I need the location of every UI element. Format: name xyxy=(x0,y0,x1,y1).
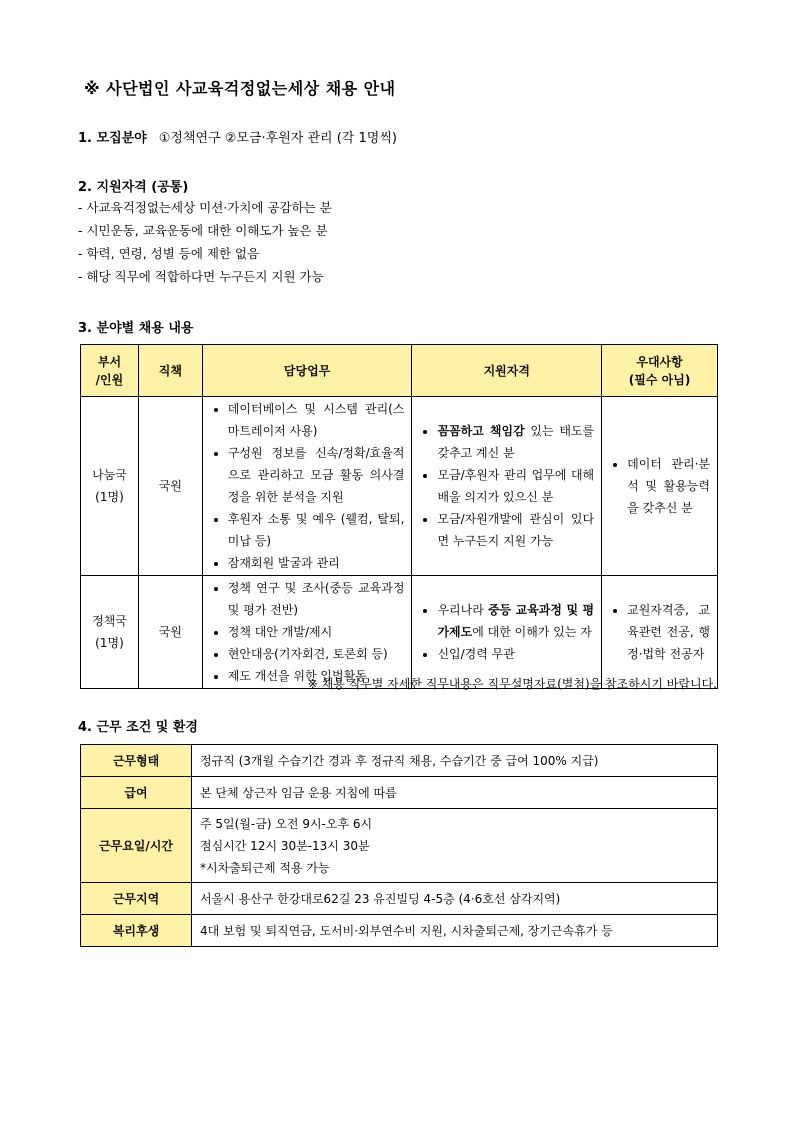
list-item: - 사교육걱정없는세상 미션·가치에 공감하는 분 xyxy=(78,200,332,215)
table-row xyxy=(81,745,718,777)
table-row xyxy=(81,397,718,576)
row-value: 4대 보험 및 퇴직연금, 도서비·외부연수비 지원, 시차출퇴근제, 장기근속휴가 등 xyxy=(192,915,718,947)
col-duties: 담당업무 xyxy=(202,345,412,397)
col-dept: 부서 /인원 xyxy=(81,345,139,397)
list-item: • 잠재회원 발굴과 관리 xyxy=(228,552,405,574)
dept-cell: 정책국 (1명) xyxy=(81,576,139,689)
section4-heading: 4. 근무 조건 및 환경 xyxy=(78,720,198,735)
table-header-row xyxy=(81,345,718,397)
col-quals: 지원자격 xyxy=(412,345,602,397)
page-title: ※ 사단법인 사교육걱정없는세상 채용 안내 xyxy=(84,79,396,98)
list-item: • 데이터 관리·분석 및 활용능력을 갖추신 분 xyxy=(627,453,710,519)
row-value: 서울시 용산구 한강대로62길 23 유진빌딩 4-5층 (4·6호선 삼각지역) xyxy=(192,883,718,915)
table-row xyxy=(81,883,718,915)
row-label: 근무요일/시간 xyxy=(81,809,192,883)
list-item: • 신입/경력 무관 xyxy=(437,643,594,665)
list-item: • 꼼꼼하고 책임감 있는 태도를 갖추고 계신 분 xyxy=(437,420,594,464)
prefs-cell xyxy=(602,576,718,689)
position-cell: 국원 xyxy=(138,576,202,689)
table-row xyxy=(81,576,718,689)
list-item: • 후원자 소통 및 예우 (웰컴, 탈퇴, 미납 등) xyxy=(228,508,405,552)
row-label: 근무지역 xyxy=(81,883,192,915)
row-value: 주 5일(월-금) 오전 9시-오후 6시 점심시간 12시 30분-13시 30분 *시차출퇴근제 적용 가능 xyxy=(192,809,718,883)
list-item: • 제도 개선을 위한 입법활동 xyxy=(228,665,405,687)
list-item: • 정책 연구 및 조사(중등 교육과정 및 평가 전반) xyxy=(228,577,405,621)
conditions-table xyxy=(80,744,718,947)
list-item: • 교원자격증, 교육관련 전공, 행정·법학 전공자 xyxy=(627,599,710,665)
section1-value: ①정책연구 ②모금·후원자 관리 (각 1명씩) xyxy=(158,131,397,146)
quals-cell xyxy=(412,397,602,576)
row-value: 정규직 (3개월 수습기간 경과 후 정규직 채용, 수습기간 중 급여 100% 지급) xyxy=(192,745,718,777)
list-item: • 데이터베이스 및 시스템 관리(스마트레이저 사용) xyxy=(228,398,405,442)
row-label: 급여 xyxy=(81,777,192,809)
section2-heading: 2. 지원자격 (공통) xyxy=(78,180,189,195)
list-item: • 모금/자원개발에 관심이 있다면 누구든지 지원 가능 xyxy=(437,508,594,552)
section2-list xyxy=(78,196,332,288)
row-label: 복리후생 xyxy=(81,915,192,947)
recruit-table xyxy=(80,344,718,689)
list-item: • 구성원 정보를 신속/정확/효율적으로 관리하고 모금 활동 의사결정을 위한 분석을 지원 xyxy=(228,442,405,508)
list-item: • 정책 대안 개발/제시 xyxy=(228,621,405,643)
row-label: 근무형태 xyxy=(81,745,192,777)
list-item: • 현안대응(기자회견, 토론회 등) xyxy=(228,643,405,665)
prefs-cell xyxy=(602,397,718,576)
duties-cell xyxy=(202,576,412,689)
list-item: - 시민운동, 교육운동에 대한 이해도가 높은 분 xyxy=(78,223,328,238)
duties-cell xyxy=(202,397,412,576)
section1-heading: 1. 모집분야 xyxy=(78,131,147,146)
list-item: • 우리나라 중등 교육과정 및 평가제도에 대한 이해가 있는 자 xyxy=(437,599,594,643)
list-item: - 해당 직무에 적합하다면 누구든지 지원 가능 xyxy=(78,269,324,284)
section3-heading: 3. 분야별 채용 내용 xyxy=(78,321,194,336)
table-row xyxy=(81,915,718,947)
table-row xyxy=(81,809,718,883)
col-position: 직책 xyxy=(138,345,202,397)
section1 xyxy=(78,127,397,146)
table-row xyxy=(81,777,718,809)
dept-cell: 나눔국 (1명) xyxy=(81,397,139,576)
list-item: • 모금/후원자 관리 업무에 대해 배울 의지가 있으신 분 xyxy=(437,464,594,508)
quals-cell xyxy=(412,576,602,689)
list-item: - 학력, 연령, 성별 등에 제한 없음 xyxy=(78,246,260,261)
row-value: 본 단체 상근자 임금 운용 지침에 따름 xyxy=(192,777,718,809)
col-prefs: 우대사항 (필수 아님) xyxy=(602,345,718,397)
table-note: ※ 채용 직무별 자세한 직무내용은 직무설명자료(별첨)을 참조하시기 바랍니다. xyxy=(307,677,717,691)
position-cell: 국원 xyxy=(138,397,202,576)
